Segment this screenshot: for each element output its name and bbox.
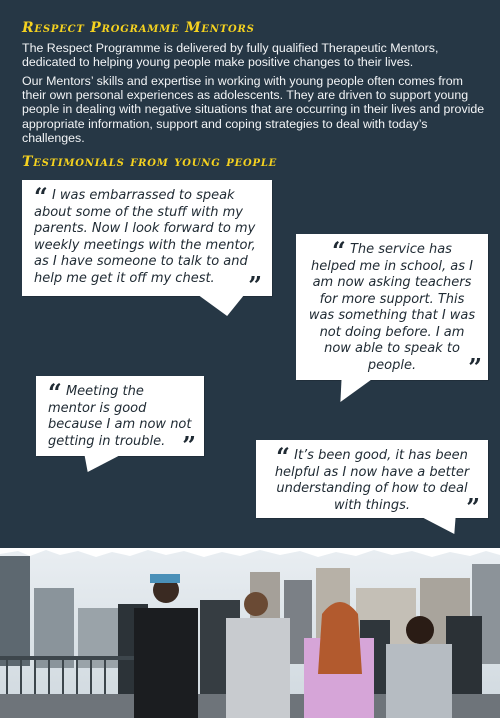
speech-tail — [72, 454, 123, 472]
section-heading-mentors: Respect Programme Mentors — [22, 20, 255, 36]
city-scene-illustration — [0, 548, 500, 718]
close-quote-icon: ” — [468, 352, 482, 382]
speech-tail — [420, 516, 469, 534]
young-people-photo — [0, 548, 500, 718]
mentors-paragraph: Our Mentors’ skills and expertise in working with young people often comes from their own personal experiences as adolescents. They are driven to support young people in dealing with negative situations that are occurring in their lives and provide appropriate information, support and coping strategies to deal with today’s challenges. — [22, 74, 485, 145]
speech-tail — [197, 294, 255, 316]
close-quote-icon: ” — [248, 270, 262, 300]
testimonial-text-3: Meeting the mentor is good because I am now not getting in trouble. — [48, 384, 192, 449]
open-quote-icon: “ — [48, 378, 62, 407]
close-quote-icon: ” — [466, 492, 480, 522]
testimonial-bubble-4 — [256, 440, 488, 522]
open-quote-icon: “ — [34, 182, 48, 211]
open-quote-icon: “ — [276, 442, 290, 471]
testimonial-bubble-3 — [36, 376, 204, 460]
speech-tail — [330, 378, 373, 402]
testimonial-text-1: I was embarrassed to speak about some of the stuff with my parents. Now I look forward to my weekly meetings with the mentor, as I have someone to talk to and help me get it off my chest. — [34, 188, 256, 286]
intro-paragraph: The Respect Programme is delivered by fully qualified Therapeutic Mentors, dedicated to helping young people make positive changes to their lives. — [22, 41, 439, 70]
testimonial-bubble-2 — [296, 234, 488, 380]
close-quote-icon: ” — [182, 430, 196, 460]
testimonial-bubble-1 — [22, 180, 272, 300]
section-heading-testimonials: Testimonials from young people — [22, 154, 278, 170]
testimonial-text-4: It’s been good, it has been helpful as I now have a better understanding of how to deal with things. — [274, 448, 470, 513]
testimonial-text-2: The service has helped me in school, as I am now asking teachers for more support. This was something that I was not doing before. I am now able to speak to people. — [308, 242, 476, 373]
open-quote-icon: “ — [332, 236, 346, 265]
